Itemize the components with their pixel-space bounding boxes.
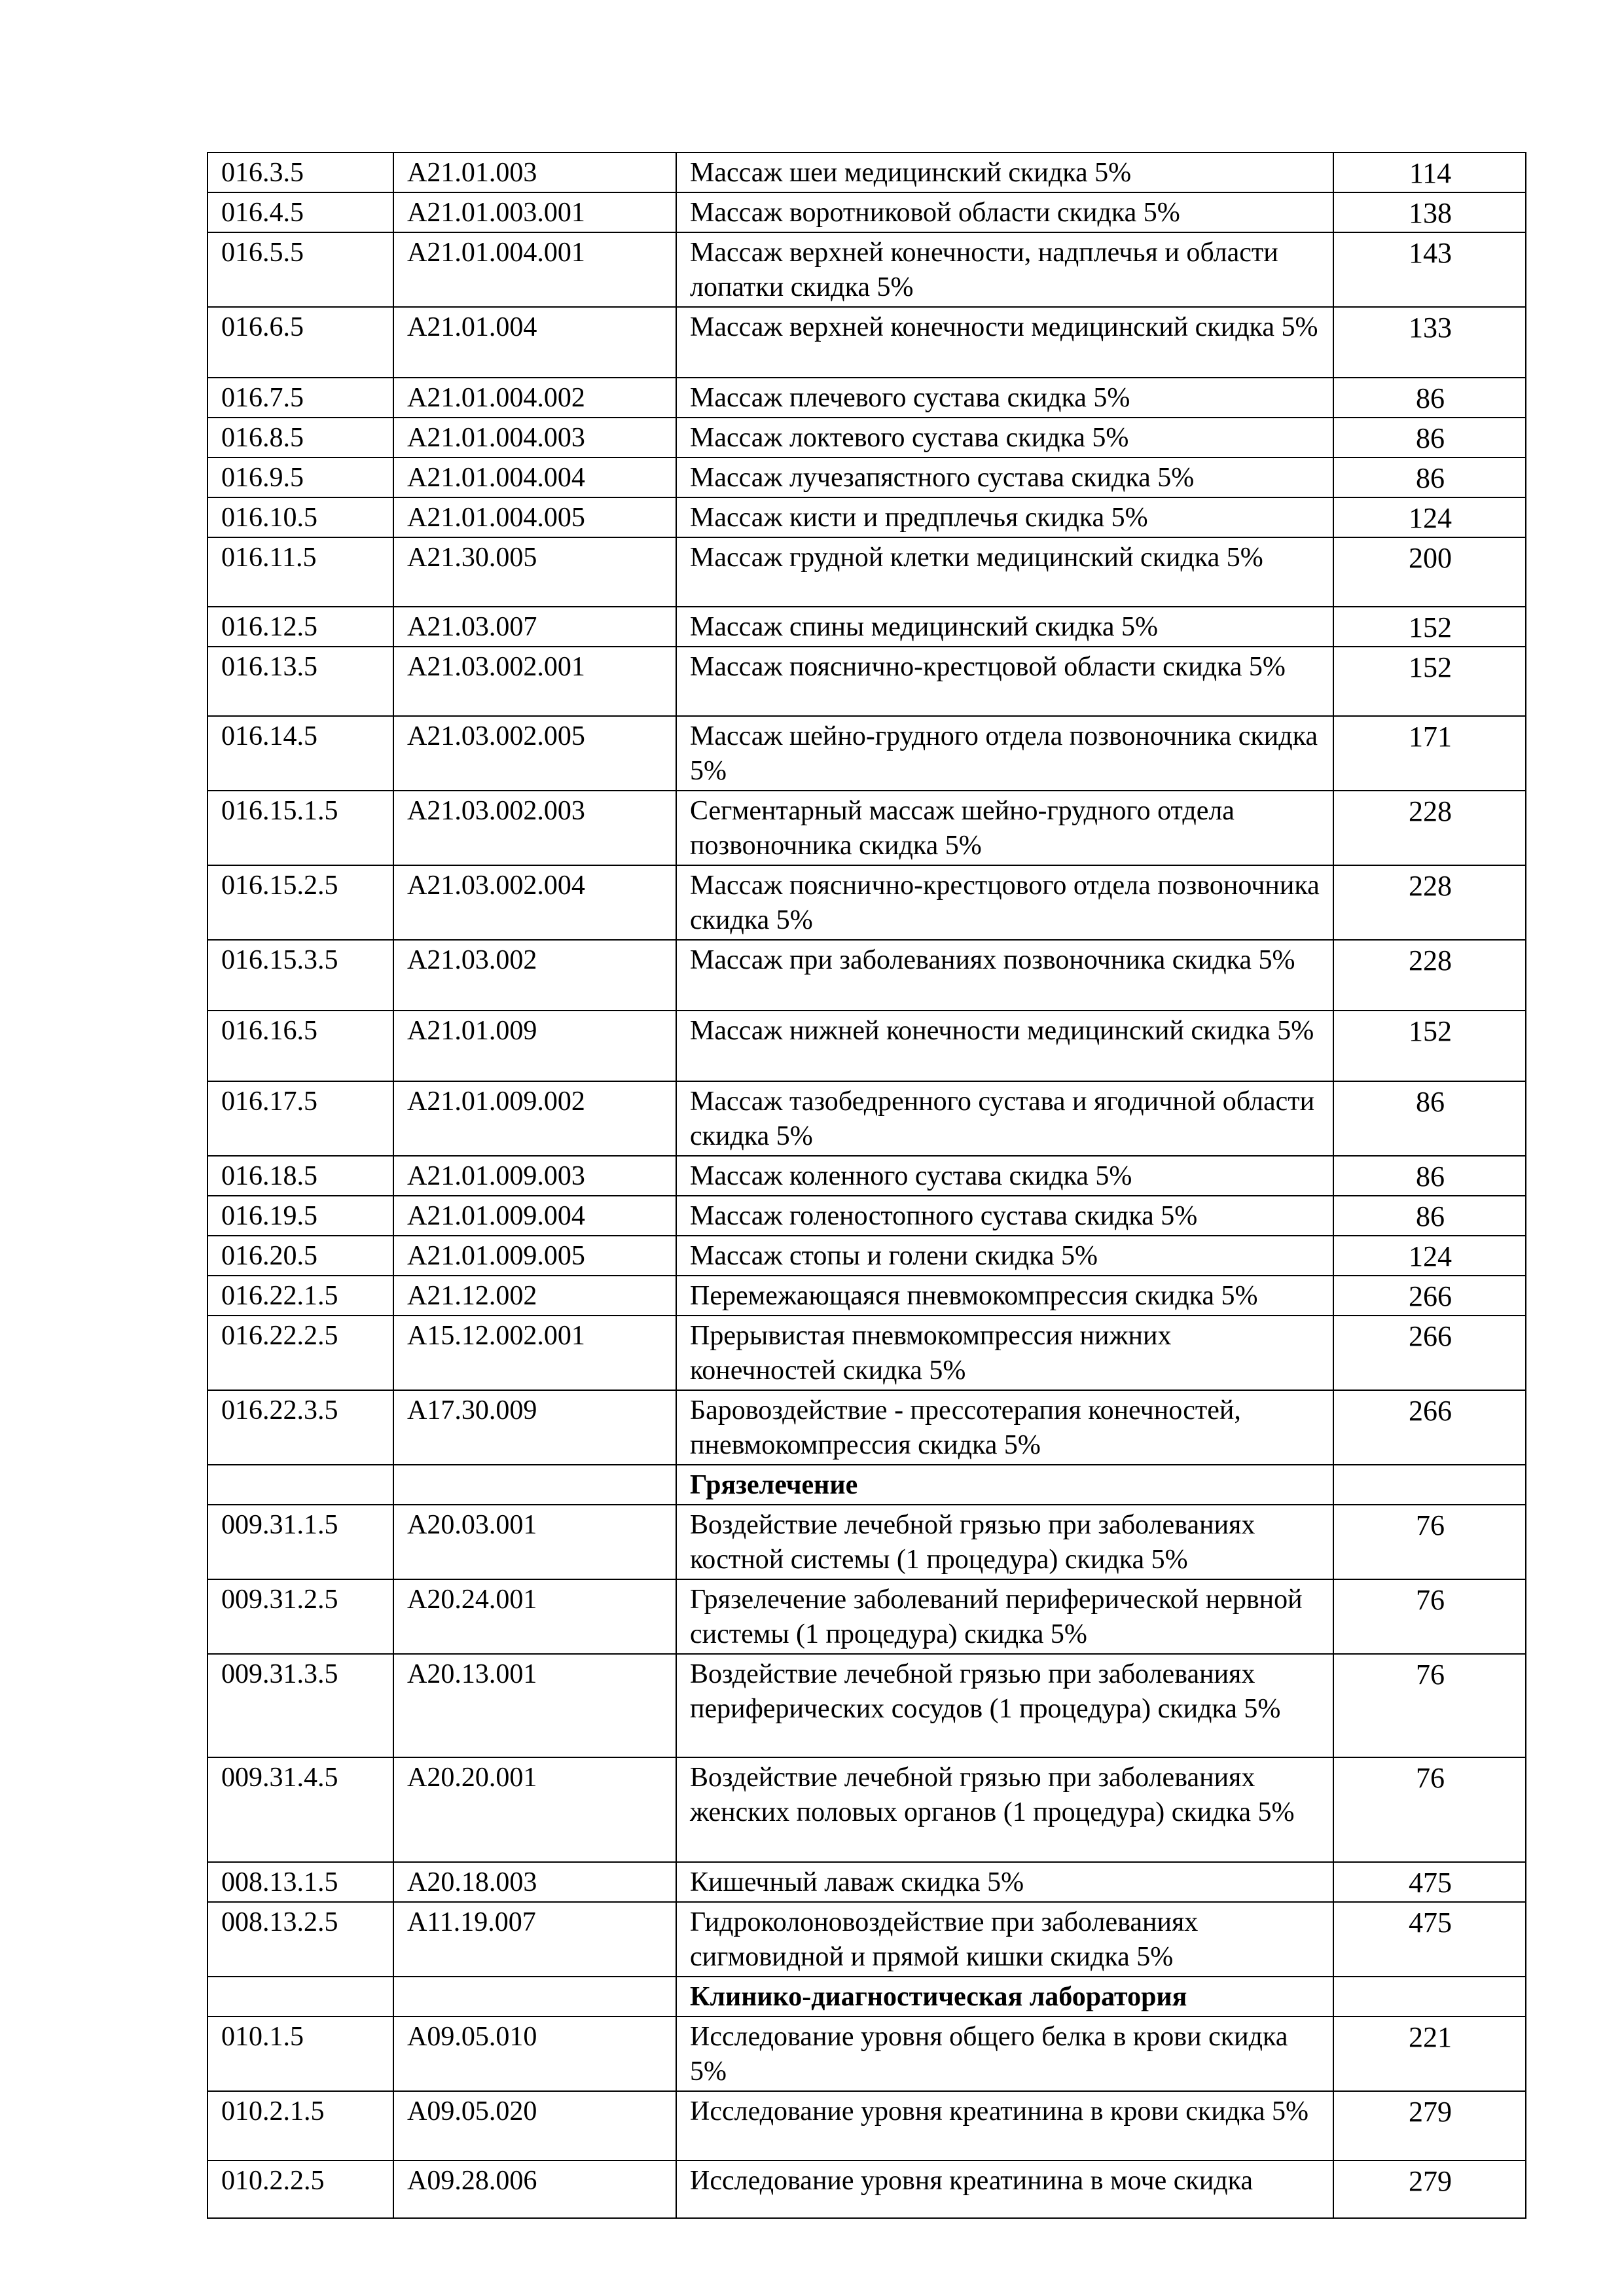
service-number-cell: 016.16.5 (208, 1011, 393, 1081)
table-row (208, 716, 1526, 791)
service-number-cell: 016.18.5 (208, 1156, 393, 1196)
service-code-cell: A21.30.005 (393, 537, 676, 607)
section-header-row (208, 1465, 1526, 1505)
price-cell: 124 (1333, 497, 1526, 537)
service-number-cell: 016.6.5 (208, 307, 393, 378)
price-cell: 76 (1333, 1654, 1526, 1757)
service-code-cell: A21.01.009.002 (393, 1081, 676, 1156)
service-code-cell: A09.28.006 (393, 2161, 676, 2218)
price-cell: 475 (1333, 1862, 1526, 1902)
price-cell: 86 (1333, 457, 1526, 497)
service-number-cell: 009.31.2.5 (208, 1579, 393, 1654)
service-name-cell: Массаж верхней конечности медицинский скидка 5% (676, 307, 1333, 378)
service-name-cell: Воздействие лечебной грязью при заболеваниях костной системы (1 процедура) скидка 5% (676, 1505, 1333, 1579)
price-cell: 76 (1333, 1505, 1526, 1579)
service-code-cell: A21.01.004.002 (393, 378, 676, 418)
service-name-cell: Массаж голеностопного сустава скидка 5% (676, 1196, 1333, 1236)
price-cell: 76 (1333, 1579, 1526, 1654)
service-code-cell: A21.01.003 (393, 152, 676, 192)
service-code-cell: A21.03.007 (393, 607, 676, 647)
table-row (208, 2091, 1526, 2161)
table-row (208, 457, 1526, 497)
service-code-cell: A21.01.009.005 (393, 1236, 676, 1276)
service-name-cell: Массаж стопы и голени скидка 5% (676, 1236, 1333, 1276)
table-row (208, 1011, 1526, 1081)
service-code-cell: A21.01.004.005 (393, 497, 676, 537)
service-code-cell: A20.03.001 (393, 1505, 676, 1579)
service-name-cell: Баровоздействие - прессотерапия конечностей, пневмокомпрессия скидка 5% (676, 1390, 1333, 1465)
empty-cell (1333, 1465, 1526, 1505)
table-row (208, 647, 1526, 716)
service-number-cell: 016.15.2.5 (208, 865, 393, 940)
price-cell: 279 (1333, 2091, 1526, 2161)
price-cell: 124 (1333, 1236, 1526, 1276)
table-row (208, 1236, 1526, 1276)
service-number-cell: 016.11.5 (208, 537, 393, 607)
service-number-cell: 016.12.5 (208, 607, 393, 647)
service-code-cell: A20.24.001 (393, 1579, 676, 1654)
price-cell: 475 (1333, 1902, 1526, 1977)
table-row (208, 1276, 1526, 1316)
table-row (208, 791, 1526, 865)
service-number-cell: 016.22.2.5 (208, 1316, 393, 1390)
price-cell: 152 (1333, 1011, 1526, 1081)
service-code-cell: A21.01.004.001 (393, 232, 676, 307)
price-cell: 86 (1333, 1081, 1526, 1156)
service-number-cell: 009.31.3.5 (208, 1654, 393, 1757)
price-cell: 143 (1333, 232, 1526, 307)
table-row (208, 1654, 1526, 1757)
table-row (208, 1081, 1526, 1156)
service-code-cell: A15.12.002.001 (393, 1316, 676, 1390)
section-header-row (208, 1977, 1526, 2017)
service-code-cell: A20.18.003 (393, 1862, 676, 1902)
price-cell: 133 (1333, 307, 1526, 378)
service-number-cell: 016.20.5 (208, 1236, 393, 1276)
table-row (208, 152, 1526, 192)
empty-cell (208, 1977, 393, 2017)
table-row (208, 378, 1526, 418)
price-cell: 152 (1333, 647, 1526, 716)
table-row (208, 1196, 1526, 1236)
service-code-cell: A21.03.002.001 (393, 647, 676, 716)
service-number-cell: 016.4.5 (208, 192, 393, 232)
table-row (208, 2017, 1526, 2091)
service-code-cell: A21.03.002 (393, 940, 676, 1011)
table-row (208, 940, 1526, 1011)
service-code-cell: A09.05.010 (393, 2017, 676, 2091)
service-name-cell: Массаж коленного сустава скидка 5% (676, 1156, 1333, 1196)
service-number-cell: 016.13.5 (208, 647, 393, 716)
price-cell: 76 (1333, 1757, 1526, 1862)
service-number-cell: 016.22.1.5 (208, 1276, 393, 1316)
price-cell: 266 (1333, 1390, 1526, 1465)
service-number-cell: 016.9.5 (208, 457, 393, 497)
service-code-cell: A20.20.001 (393, 1757, 676, 1862)
service-name-cell: Массаж шеи медицинский скидка 5% (676, 152, 1333, 192)
service-number-cell: 009.31.4.5 (208, 1757, 393, 1862)
price-cell: 86 (1333, 418, 1526, 457)
table-row (208, 1390, 1526, 1465)
service-number-cell: 009.31.1.5 (208, 1505, 393, 1579)
service-name-cell: Исследование уровня креатинина в крови скидка 5% (676, 2091, 1333, 2161)
service-code-cell: A20.13.001 (393, 1654, 676, 1757)
empty-cell (208, 1465, 393, 1505)
service-number-cell: 016.22.3.5 (208, 1390, 393, 1465)
table-row (208, 192, 1526, 232)
service-name-cell: Грязелечение заболеваний периферической нервной системы (1 процедура) скидка 5% (676, 1579, 1333, 1654)
service-number-cell: 016.14.5 (208, 716, 393, 791)
service-code-cell: A21.01.003.001 (393, 192, 676, 232)
service-name-cell: Массаж верхней конечности, надплечья и области лопатки скидка 5% (676, 232, 1333, 307)
service-code-cell: A21.01.009.003 (393, 1156, 676, 1196)
service-code-cell: A09.05.020 (393, 2091, 676, 2161)
service-code-cell: A21.03.002.004 (393, 865, 676, 940)
service-code-cell: A21.01.004.004 (393, 457, 676, 497)
service-name-cell: Сегментарный массаж шейно-грудного отдела позвоночника скидка 5% (676, 791, 1333, 865)
table-row (208, 1316, 1526, 1390)
service-name-cell: Массаж спины медицинский скидка 5% (676, 607, 1333, 647)
price-cell: 221 (1333, 2017, 1526, 2091)
empty-cell (393, 1977, 676, 2017)
service-name-cell: Массаж шейно-грудного отдела позвоночника скидка 5% (676, 716, 1333, 791)
table-row (208, 1757, 1526, 1862)
table-row (208, 1505, 1526, 1579)
price-cell: 171 (1333, 716, 1526, 791)
service-number-cell: 016.8.5 (208, 418, 393, 457)
service-name-cell: Массаж кисти и предплечья скидка 5% (676, 497, 1333, 537)
service-name-cell: Массаж пояснично-крестцовой области скидка 5% (676, 647, 1333, 716)
table-row (208, 537, 1526, 607)
price-cell: 114 (1333, 152, 1526, 192)
service-code-cell: A21.01.004 (393, 307, 676, 378)
table-row (208, 232, 1526, 307)
service-number-cell: 016.5.5 (208, 232, 393, 307)
service-code-cell: A21.03.002.003 (393, 791, 676, 865)
table-row (208, 607, 1526, 647)
section-title: Грязелечение (676, 1465, 1333, 1505)
service-code-cell: A17.30.009 (393, 1390, 676, 1465)
price-cell: 266 (1333, 1316, 1526, 1390)
service-name-cell: Массаж лучезапястного сустава скидка 5% (676, 457, 1333, 497)
service-code-cell: A21.01.004.003 (393, 418, 676, 457)
price-cell: 152 (1333, 607, 1526, 647)
service-name-cell: Гидроколоновоздействие при заболеваниях сигмовидной и прямой кишки скидка 5% (676, 1902, 1333, 1977)
service-name-cell: Массаж нижней конечности медицинский скидка 5% (676, 1011, 1333, 1081)
table-row (208, 865, 1526, 940)
service-number-cell: 016.15.3.5 (208, 940, 393, 1011)
price-cell: 266 (1333, 1276, 1526, 1316)
price-cell: 228 (1333, 865, 1526, 940)
table-row (208, 307, 1526, 378)
service-code-cell: A21.03.002.005 (393, 716, 676, 791)
table-row (208, 2161, 1526, 2218)
price-cell: 200 (1333, 537, 1526, 607)
empty-cell (1333, 1977, 1526, 2017)
service-code-cell: A21.12.002 (393, 1276, 676, 1316)
service-name-cell: Массаж плечевого сустава скидка 5% (676, 378, 1333, 418)
table-row (208, 1156, 1526, 1196)
service-number-cell: 010.1.5 (208, 2017, 393, 2091)
service-number-cell: 016.17.5 (208, 1081, 393, 1156)
service-name-cell: Воздействие лечебной грязью при заболеваниях периферических сосудов (1 процедура) скидка 5% (676, 1654, 1333, 1757)
service-code-cell: A11.19.007 (393, 1902, 676, 1977)
service-name-cell: Исследование уровня общего белка в крови скидка 5% (676, 2017, 1333, 2091)
service-number-cell: 010.2.2.5 (208, 2161, 393, 2218)
service-name-cell: Воздействие лечебной грязью при заболеваниях женских половых органов (1 процедура) скидка 5% (676, 1757, 1333, 1862)
price-cell: 228 (1333, 791, 1526, 865)
service-name-cell: Массаж воротниковой области скидка 5% (676, 192, 1333, 232)
service-number-cell: 016.10.5 (208, 497, 393, 537)
service-name-cell: Прерывистая пневмокомпрессия нижних конечностей скидка 5% (676, 1316, 1333, 1390)
service-name-cell: Исследование уровня креатинина в моче скидка (676, 2161, 1333, 2218)
service-number-cell: 010.2.1.5 (208, 2091, 393, 2161)
service-number-cell: 016.19.5 (208, 1196, 393, 1236)
service-code-cell: A21.01.009.004 (393, 1196, 676, 1236)
service-number-cell: 008.13.2.5 (208, 1902, 393, 1977)
price-cell: 279 (1333, 2161, 1526, 2218)
service-name-cell: Массаж пояснично-крестцового отдела позвоночника скидка 5% (676, 865, 1333, 940)
table-row (208, 1902, 1526, 1977)
price-list-body (208, 152, 1526, 2218)
table-row (208, 1862, 1526, 1902)
table-row (208, 418, 1526, 457)
price-cell: 86 (1333, 378, 1526, 418)
table-row (208, 497, 1526, 537)
service-name-cell: Массаж грудной клетки медицинский скидка 5% (676, 537, 1333, 607)
section-title: Клинико-диагностическая лаборатория (676, 1977, 1333, 2017)
service-name-cell: Кишечный лаваж скидка 5% (676, 1862, 1333, 1902)
price-cell: 138 (1333, 192, 1526, 232)
service-name-cell: Перемежающаяся пневмокомпрессия скидка 5% (676, 1276, 1333, 1316)
service-number-cell: 008.13.1.5 (208, 1862, 393, 1902)
price-list-table (207, 152, 1526, 2219)
service-number-cell: 016.3.5 (208, 152, 393, 192)
service-name-cell: Массаж при заболеваниях позвоночника скидка 5% (676, 940, 1333, 1011)
table-row (208, 1579, 1526, 1654)
service-code-cell: A21.01.009 (393, 1011, 676, 1081)
service-name-cell: Массаж тазобедренного сустава и ягодичной области скидка 5% (676, 1081, 1333, 1156)
service-number-cell: 016.15.1.5 (208, 791, 393, 865)
price-cell: 86 (1333, 1196, 1526, 1236)
price-cell: 86 (1333, 1156, 1526, 1196)
service-name-cell: Массаж локтевого сустава скидка 5% (676, 418, 1333, 457)
empty-cell (393, 1465, 676, 1505)
price-cell: 228 (1333, 940, 1526, 1011)
service-number-cell: 016.7.5 (208, 378, 393, 418)
